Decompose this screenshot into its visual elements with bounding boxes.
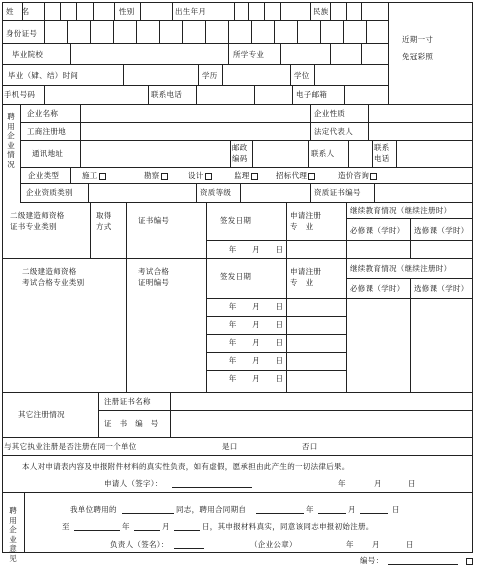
- email-label: 电子邮箱: [296, 90, 328, 99]
- registered-cert-no-label: 证书编号: [138, 216, 170, 225]
- grid-line: [228, 43, 229, 65]
- approval-line1-b: 同志，聘用合同期自: [176, 505, 247, 514]
- company-type-option[interactable]: [338, 171, 377, 180]
- company-name-label: 企业名称: [27, 109, 59, 118]
- qual-category-field[interactable]: [88, 184, 196, 202]
- approval-line2-b: 年: [122, 522, 130, 531]
- checkbox-icon[interactable]: [251, 173, 258, 180]
- contact-field[interactable]: [348, 141, 372, 167]
- photo-placeholder: 近期一寸 免冠彩照: [402, 35, 434, 61]
- email-field[interactable]: [344, 86, 472, 104]
- grid-line: [24, 492, 25, 553]
- exam-apply-major-label: 申请注册 专 业: [290, 267, 322, 287]
- grid-line: [20, 167, 473, 168]
- company-seal-label: （企业公章）: [250, 540, 297, 549]
- grid-line: [372, 140, 373, 168]
- degree-field[interactable]: [314, 65, 388, 85]
- grid-line: [346, 202, 347, 259]
- company-type-option[interactable]: [82, 171, 106, 180]
- checkbox-icon[interactable]: [99, 173, 106, 180]
- grad-time-label: 毕业（肄、结）时间: [8, 71, 79, 80]
- grid-line: [310, 2, 311, 21]
- grid-line: [410, 218, 411, 259]
- qual-grade-label: 资质等级: [200, 188, 232, 197]
- grid-line: [290, 64, 291, 86]
- registered-cert-entry[interactable]: [2, 240, 206, 258]
- company-type-option-label: 勘察: [144, 171, 160, 180]
- approval-side-label: 聘用企业意见: [9, 506, 17, 563]
- approval-line1-e: 日: [392, 505, 400, 514]
- grid-line: [410, 278, 411, 393]
- exam-required-hours-label: 必修课（学时）: [350, 284, 405, 293]
- checkbox-icon[interactable]: [308, 173, 315, 180]
- approval-signer-field[interactable]: [174, 548, 204, 549]
- exam-date-line: 年 月 日: [228, 338, 284, 347]
- registered-date-line: 年 月 日: [228, 245, 284, 254]
- birth-date-field[interactable]: [234, 3, 310, 19]
- same-unit-question: 与其它执业注册是否注册在同一个单位: [4, 442, 137, 451]
- name-field[interactable]: [44, 3, 114, 19]
- qual-cert-no-field[interactable]: [374, 184, 472, 202]
- obtain-method-label: 取得 方式: [96, 211, 112, 231]
- grid-line: [310, 122, 311, 141]
- exam-edu-status-label: 继续教育情况（继续注册时）: [350, 264, 452, 273]
- mail-address-label: 通讯地址: [32, 149, 64, 158]
- grid-line: [206, 258, 207, 393]
- contract-start-year-blank[interactable]: [256, 513, 304, 514]
- checkbox-icon[interactable]: [205, 173, 212, 180]
- gender-label: 性别: [119, 7, 135, 16]
- id-number-label: 身份证号: [6, 29, 38, 38]
- exam-entries[interactable]: [2, 298, 206, 392]
- declaration-day-label: 日: [408, 479, 416, 488]
- grid-line: [206, 240, 473, 241]
- phone-field[interactable]: [196, 86, 292, 104]
- grid-line: [292, 85, 293, 105]
- birth-date-label: 出生年月: [175, 7, 207, 16]
- grid-line: [2, 455, 473, 456]
- grid-line: [206, 316, 347, 317]
- registered-required-hours-label: 必修课（学时）: [350, 226, 405, 235]
- contract-end-month-blank[interactable]: [134, 530, 160, 531]
- grid-line: [2, 552, 473, 553]
- approval-line2-c: 月: [162, 522, 170, 531]
- grid-line: [70, 167, 71, 184]
- other-cert-name-label: 注册证书名称: [104, 397, 151, 406]
- same-unit-yes-option[interactable]: 是口: [222, 442, 238, 451]
- mail-address-field[interactable]: [80, 141, 230, 167]
- grid-line: [308, 140, 309, 168]
- qual-category-label: 企业资质类别: [26, 188, 73, 197]
- postcode-label: 邮政编码: [232, 143, 248, 163]
- approval-month-label: 月: [372, 540, 380, 549]
- phone-label: 联系电话: [151, 90, 183, 99]
- business-address-label: 工商注册地: [27, 127, 66, 136]
- employer-side-label: 聘用企业情况: [7, 112, 15, 169]
- grid-line: [346, 298, 473, 299]
- grid-line: [206, 352, 347, 353]
- approval-line1-d: 月: [348, 505, 356, 514]
- grid-line: [346, 218, 473, 219]
- company-type-option[interactable]: [188, 171, 212, 180]
- grid-line: [114, 2, 115, 21]
- company-type-option[interactable]: [234, 171, 258, 180]
- approval-day-label: 日: [406, 540, 414, 549]
- education-field[interactable]: [222, 65, 290, 85]
- company-type-option[interactable]: [144, 171, 168, 180]
- grid-line: [310, 183, 311, 203]
- applicant-sign-label: 申请人（签字）：: [104, 479, 163, 488]
- company-type-option-label: 监理: [234, 171, 250, 180]
- grid-line: [206, 202, 207, 259]
- other-cert-name-field[interactable]: [170, 393, 472, 410]
- business-address-field[interactable]: [80, 123, 310, 140]
- exam-date-line: 年 月 日: [228, 356, 284, 365]
- exam-elective-hours-label: 选修课（学时）: [414, 284, 469, 293]
- company-type-label: 企业类型: [28, 171, 60, 180]
- grad-time-field[interactable]: [123, 65, 198, 85]
- approval-signer-label: 负责人（签名）：: [110, 540, 169, 549]
- degree-label: 学位: [294, 71, 310, 80]
- grid-line: [206, 334, 347, 335]
- declaration-year-label: 年: [338, 479, 346, 488]
- approval-line2-d: 日，其申报材料真实，同意该同志申报初始注册。: [202, 522, 374, 531]
- grid-line: [346, 278, 473, 279]
- approval-year-label: 年: [346, 540, 354, 549]
- contract-end-year-blank[interactable]: [74, 530, 120, 531]
- registered-edu-status-label: 继续教育情况（继续注册时）: [350, 206, 452, 215]
- grid-line: [230, 140, 231, 168]
- legal-rep-label: 法定代表人: [314, 127, 353, 136]
- checkbox-icon[interactable]: [161, 173, 168, 180]
- other-cert-no-label: 证 书 编 号: [104, 419, 159, 428]
- registered-elective-hours-label: 选修课（学时）: [414, 226, 469, 235]
- registered-issue-date-label: 签发日期: [220, 216, 252, 225]
- qual-grade-field[interactable]: [240, 184, 310, 202]
- grid-line: [148, 85, 149, 105]
- contract-start-day-blank[interactable]: [360, 513, 388, 514]
- mobile-field[interactable]: [44, 86, 148, 104]
- qual-cert-no-label: 资质证书编号: [314, 188, 361, 197]
- employee-name-blank[interactable]: [122, 513, 174, 514]
- approval-line1-a: 我单位聘用的: [70, 505, 117, 514]
- school-field[interactable]: [70, 44, 228, 64]
- major-label: 所学专业: [233, 50, 265, 59]
- same-unit-no-option[interactable]: 否口: [302, 442, 318, 451]
- grid-line: [198, 64, 199, 86]
- gender-field[interactable]: [140, 3, 172, 19]
- exam-cert-no-label: 考试合格 证明编号: [138, 267, 170, 287]
- checkbox-icon[interactable]: [370, 173, 377, 180]
- name-label: 姓 名: [6, 7, 30, 16]
- grid-line: [310, 104, 311, 123]
- approval-line1-c: 年: [306, 505, 314, 514]
- declaration-month-label: 月: [374, 479, 382, 488]
- grid-line: [2, 492, 473, 493]
- major-field[interactable]: [280, 44, 388, 64]
- education-label: 学历: [202, 71, 218, 80]
- school-label: 毕业院校: [12, 50, 44, 59]
- grid-line: [98, 392, 99, 438]
- exam-date-line: 年 月 日: [228, 320, 284, 329]
- contact-label: 联系人: [311, 149, 335, 158]
- postcode-field[interactable]: [252, 141, 308, 167]
- serial-number-label: 编号：: [360, 556, 384, 565]
- exam-date-line: 年 月 日: [228, 374, 284, 383]
- corner-marker-icon: [466, 558, 473, 565]
- company-type-option-label: 招标代理: [276, 171, 308, 180]
- exam-issue-date-label: 签发日期: [220, 272, 252, 281]
- exam-major-label: 二级建造师资格 考试合格专业类别: [22, 267, 85, 287]
- id-number-field[interactable]: [44, 21, 388, 42]
- ethnicity-field[interactable]: [330, 3, 388, 19]
- company-type-option[interactable]: [276, 171, 315, 180]
- grid-line: [206, 298, 347, 299]
- company-name-field[interactable]: [80, 105, 310, 122]
- grid-line: [2, 437, 473, 438]
- contact-phone-field[interactable]: [396, 141, 472, 167]
- company-nature-label: 企业性质: [314, 109, 346, 118]
- company-nature-field[interactable]: [368, 105, 472, 122]
- legal-rep-field[interactable]: [368, 123, 472, 140]
- registered-apply-major-label: 申请注册 专 业: [290, 211, 322, 231]
- serial-number-field[interactable]: [388, 564, 458, 565]
- declaration-text: 本人对申请表内容及申报附件材料的真实性负责，如有虚假，愿承担由此产生的一切法律后果。: [22, 462, 350, 471]
- ethnicity-label: 民族: [313, 7, 329, 16]
- grid-line: [206, 370, 347, 371]
- contract-end-day-blank[interactable]: [174, 530, 200, 531]
- registered-cert-major-label: 二级建造师资格 证书专业类别: [10, 211, 65, 231]
- company-type-option-label: 施工: [82, 171, 98, 180]
- other-registration-label: 其它注册情况: [18, 410, 65, 419]
- grid-line: [2, 258, 473, 259]
- exam-date-line: 年 月 日: [228, 302, 284, 311]
- company-type-option-label: 造价咨询: [338, 171, 370, 180]
- contact-phone-label: 联系电话: [374, 143, 390, 163]
- contract-start-month-blank[interactable]: [318, 513, 346, 514]
- applicant-sign-field[interactable]: [172, 487, 252, 488]
- approval-line2-a: 至: [62, 522, 70, 531]
- company-type-option-label: 设计: [188, 171, 204, 180]
- other-cert-no-field[interactable]: [170, 411, 472, 437]
- grid-line: [286, 202, 287, 259]
- grid-line: [20, 104, 21, 203]
- grid-line: [286, 258, 287, 393]
- mobile-label: 手机号码: [4, 90, 36, 99]
- grid-line: [172, 2, 173, 21]
- grid-line: [196, 183, 197, 203]
